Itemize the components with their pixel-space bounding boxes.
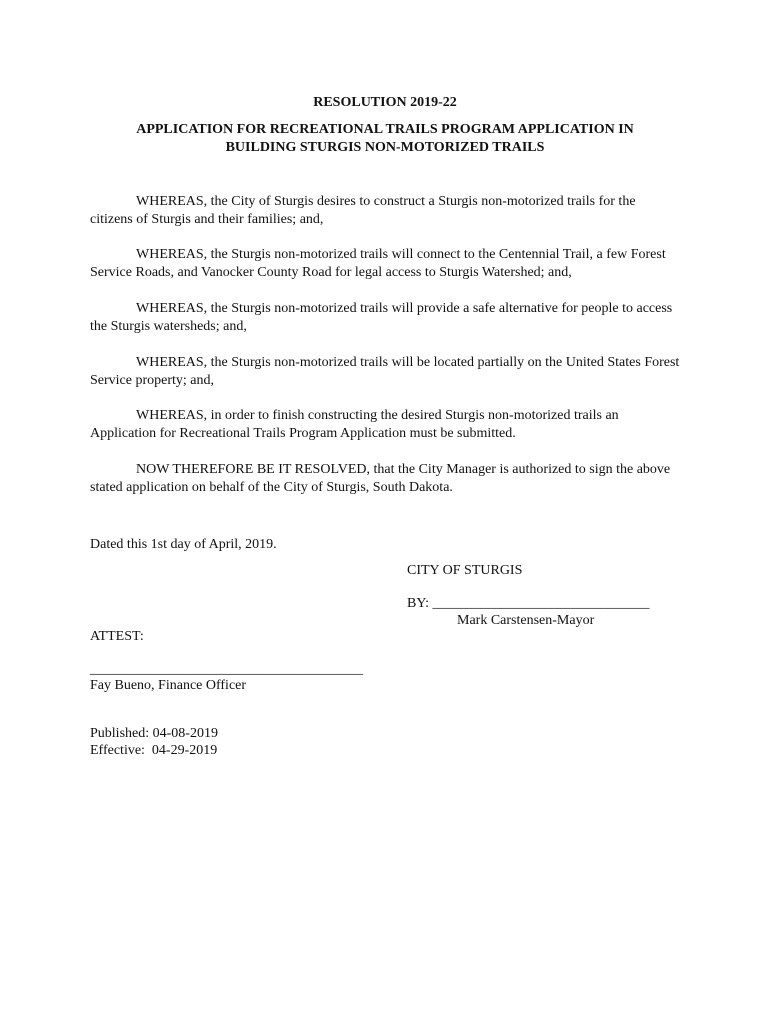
whereas-paragraph-5: WHEREAS, in order to finish constructing the desired Sturgis non-motorized trails an Application for Recreational Trails Program Application must be submitted. xyxy=(90,408,619,441)
title-line-2: BUILDING STURGIS NON-MOTORIZED TRAILS xyxy=(225,140,545,155)
dated-line: Dated this 1st day of April, 2019. xyxy=(90,537,277,552)
published-date: Published: 04-08-2019 xyxy=(90,726,218,741)
title-line-1: APPLICATION FOR RECREATIONAL TRAILS PROGRAM APPLICATION IN xyxy=(136,122,634,137)
resolution-number: RESOLUTION 2019-22 xyxy=(313,95,457,110)
finance-officer-name: Fay Bueno, Finance Officer xyxy=(90,678,247,693)
whereas-paragraph-4: WHEREAS, the Sturgis non-motorized trails will be located partially on the United States Forest Service property; and, xyxy=(90,355,680,388)
whereas-paragraph-1: WHEREAS, the City of Sturgis desires to construct a Sturgis non-motorized trails for the citizens of Sturgis and their families; and, xyxy=(90,194,636,227)
city-name: CITY OF STURGIS xyxy=(407,563,523,578)
attest-label: ATTEST: xyxy=(90,629,144,644)
resolved-paragraph: NOW THEREFORE BE IT RESOLVED, that the City Manager is authorized to sign the above stated application on behalf of the City of Sturgis, South Dakota. xyxy=(90,462,671,495)
mayor-signature-line: BY: _______________________________ xyxy=(407,596,650,611)
effective-date: Effective: 04-29-2019 xyxy=(90,743,218,758)
whereas-paragraph-2: WHEREAS, the Sturgis non-motorized trails will connect to the Centennial Trail, a few Forest Service Roads, and Vanocker County Road for legal access to Sturgis Watershed; and, xyxy=(90,247,666,280)
attest-signature-line: _______________________________________ xyxy=(90,662,363,677)
whereas-paragraph-3: WHEREAS, the Sturgis non-motorized trails will provide a safe alternative for people to access the Sturgis watersheds; and, xyxy=(90,301,673,334)
mayor-name: Mark Carstensen-Mayor xyxy=(457,613,595,628)
